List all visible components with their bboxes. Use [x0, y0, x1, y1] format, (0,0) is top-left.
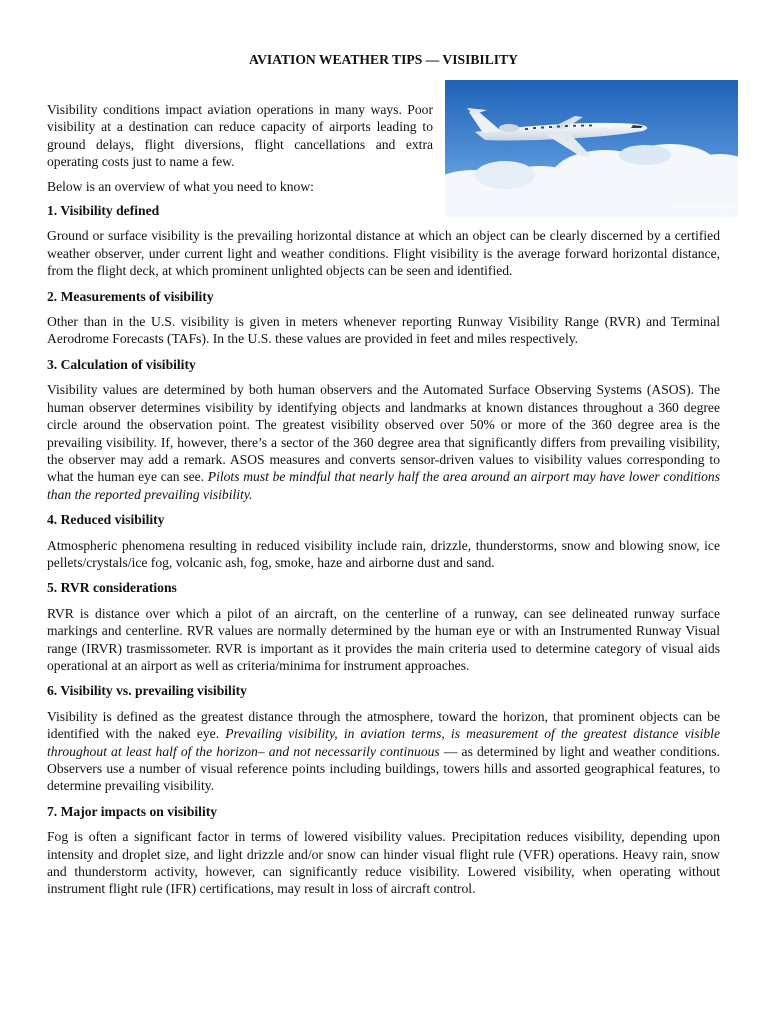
- section-heading: 3. Calculation of visibility: [47, 356, 196, 372]
- paragraph-text: — as determined by light and weather conditions. Observers use a number of visual reference points including buildings, towers hills and assorted geographical features, to determine prevailing visibility.: [47, 743, 721, 794]
- section-paragraph: Fog is often a significant factor in terms of lowered visibility values. Precipitation reduces visibility, depending upon intensity and droplet size, and light drizzle and/or snow can hinder visual flight rule (VFR) operations. Heavy rain, snow and thunderstorm activity, however, can significantly reduce visibility. Lowered visibility, when operating without instrument flight rule (IFR) certifications, may result in loss of aircraft control.: [47, 829, 720, 897]
- document-body: [47, 101, 734, 906]
- section-paragraph: [47, 708, 720, 795]
- section-paragraph: Atmospheric phenomena resulting in reduced visibility include rain, drizzle, thunderstorms, snow and blowing snow, ice pellets/crystals/ice fog, volcanic ash, fog, smoke, haze and airborne dust and sand.: [47, 537, 720, 570]
- section-heading: 2. Measurements of visibility: [47, 288, 214, 304]
- section-heading: 1. Visibility defined: [47, 203, 160, 219]
- intro-paragraph: Visibility conditions impact aviation operations in many ways. Poor visibility at a destination can reduce capacity of airports leading to ground delays, flight diversions, flight cancellations and extra operating costs just to name a few.: [47, 102, 433, 170]
- section-paragraph: Other than in the U.S. visibility is given in meters whenever reporting Runway Visibility Range (RVR) and Terminal Aerodrome Forecasts (TAFs). In the U.S. these values are provided in feet and miles respectively.: [47, 314, 720, 347]
- section-paragraph: [47, 381, 720, 503]
- section-paragraph: RVR is distance over which a pilot of an aircraft, on the centerline of a runway, can see delineated runway surface markings and centerline. RVR values are normally determined by the human eye or with an Instrumented Runway Visual range (IRVR) trasmissometer. RVR is important as it provides the main criteria used to determine category of visual aids operational at an airport as well as criteria/minima for instrument approaches.: [47, 605, 720, 673]
- intro-overview-line: Below is an overview of what you need to know:: [47, 178, 314, 194]
- section-heading: 7. Major impacts on visibility: [47, 803, 218, 819]
- section-heading: 5. RVR considerations: [47, 580, 177, 596]
- section-paragraph: Ground or surface visibility is the prevailing horizontal distance at which an object can be clearly discerned by a certified weather observer, under current light and weather conditions. Flight visibility is the average forward horizontal distance, from the flight deck, at which prominent unlighted objects can be seen and identified.: [47, 228, 720, 279]
- paragraph-text: Visibility values are determined by both human observers and the Automated Surface Observing Systems (ASOS). The human observer determines visibility by identifying objects and landmarks at known distances throughout a 360 degree circle around the observation point. The greatest visibility observed over 50% or more of the 360 degree area is the prevailing visibility. If, however, there’s a sector of the 360 degree area that significantly differs from prevailing visibility, the observer may add a remark. ASOS measures and converts sensor-driven values to visibility values corresponding to what the human eye can see.: [47, 382, 720, 485]
- emphasis-text: Prevailing visibility, in aviation terms, is measurement of the greatest distance visible throughout at least half of the horizon– and not necessarily continuous: [47, 726, 720, 759]
- emphasis-text: Pilots must be mindful that nearly half the area around an airport may have lower conditions than the reported prevailing visibility.: [47, 469, 721, 502]
- section-heading: 6. Visibility vs. prevailing visibility: [47, 683, 247, 699]
- image-watermark: AviationWeatherTips: [672, 202, 734, 210]
- section-heading: 4. Reduced visibility: [47, 512, 165, 528]
- page-title: AVIATION WEATHER TIPS — VISIBILITY: [249, 52, 518, 67]
- jet-over-clouds-illustration: [445, 80, 738, 217]
- hero-image: [445, 80, 738, 217]
- paragraph-text: Visibility is defined as the greatest distance through the atmosphere, toward the horizon, that prominent objects can be identified with the naked eye.: [47, 708, 720, 742]
